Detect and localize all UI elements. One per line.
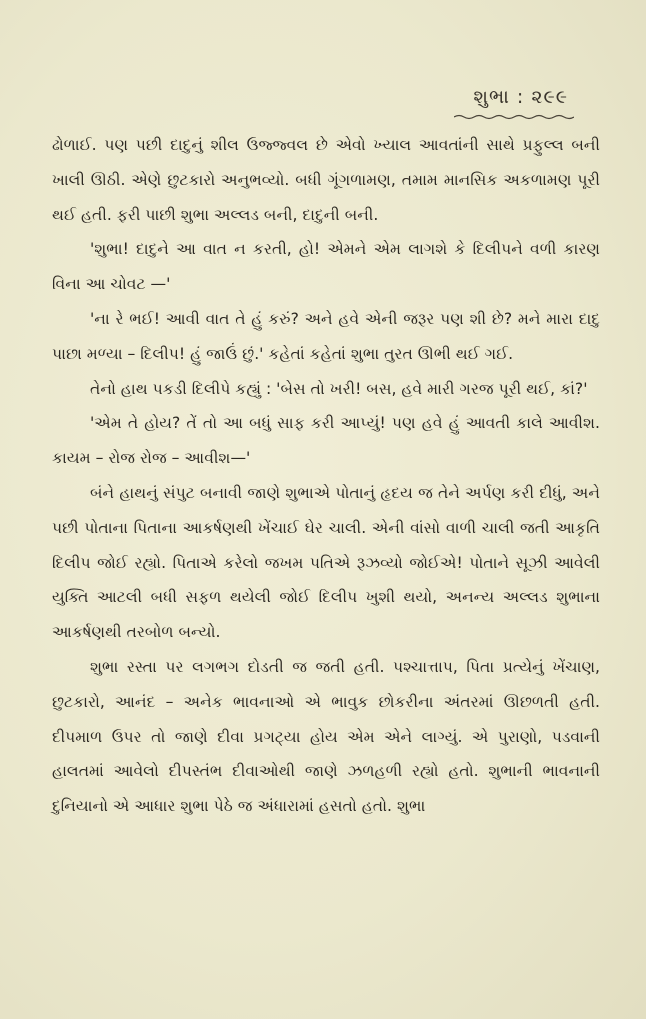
paragraph-2: 'શુભા! દાદુને આ વાત ન કરતી, હો! એમને એમ લાગશે કે દિલીપને વળી કારણ વિના આ ચોવટ —' (52, 240, 600, 294)
paragraph-4: તેનો હાથ પકડી દિલીપે કહ્યું : 'બેસ તો ખરી! બસ, હવે મારી ગરજ પૂરી થઈ, કાં?' (90, 379, 588, 398)
header-underline (454, 114, 574, 120)
paragraph-1: ઢોળાઈ. પણ પછી દાદુનું શીલ ઉજ્જ્વલ છે એવો ખ્યાલ આવતાંની સાથે પ્રફુલ્લ બની ખાલી ઊઠી. એણે છુટકારો અનુભવ્યો. બધી ગૂંગળામણ, તમામ માનસિક અકળામણ પૂરી થઈ હતી. ફરી પાછી શુભા અલ્લડ બની, દાદુની બની. (52, 136, 600, 224)
paragraph-6: બંને હાથનું સંપુટ બનાવી જાણે શુભાએ પોતાનું હૃદય જ તેને અર્પણ કરી દીધું, અને પછી પોતાના પિતાના આકર્ષણથી ખેંચાઈ ઘેર ચાલી. એની વાંસો વાળી ચાલી જતી આકૃતિ દિલીપ જોઈ રહ્યો. પિતાએ કરેલો જખમ પતિએ રૂઝવ્યો જોઈએ! પોતાને સૂઝી આવેલી યુક્તિ આટલી બધી સફળ થયેલી જોઈ દિલીપ ખુશી થયો, અનન્ય અલ્લડ શુભાના આકર્ષણથી તરબોળ બન્યો. (52, 483, 600, 642)
body-text (52, 128, 600, 824)
paragraph-7: શુભા રસ્તા પર લગભગ દોડતી જ જતી હતી. પશ્ચાત્તાપ, પિતા પ્રત્યેનું ખેંચાણ, છુટકારો, આનંદ – અનેક ભાવનાઓ એ ભાવુક છોકરીના અંતરમાં ઊછળતી હતી. દીપમાળ ઉપર તો જાણે દીવા પ્રગટ્યા હોય એમ એને લાગ્યું. એ પુરાણો, પડવાની હાલતમાં આવેલો દીપસ્તંભ દીવાઓથી જાણે ઝળહળી રહ્યો હતો. શુભાની ભાવનાની દુનિયાનો એ આધાર શુભા પેઠે જ અંધારામાં હસતો હતો. શુભા (52, 657, 600, 816)
running-header: શુભા : ૨૯૯ (473, 86, 568, 108)
paragraph-5: 'એમ તે હોય? તેં તો આ બધું સાફ કરી આપ્યું! પણ હવે હું આવતી કાલે આવીશ. કાયમ – રોજ રોજ – આવીશ—' (52, 414, 600, 468)
paragraph-3: 'ના રે ભઈ! આવી વાત તે હું કરું? અને હવે એની જરૂર પણ શી છે? મને મારા દાદુ પાછા મળ્યા – દિલીપ! હું જાઉં છું.' કહેતાં કહેતાં શુભા તુરત ઊભી થઈ ગઈ. (52, 309, 600, 363)
